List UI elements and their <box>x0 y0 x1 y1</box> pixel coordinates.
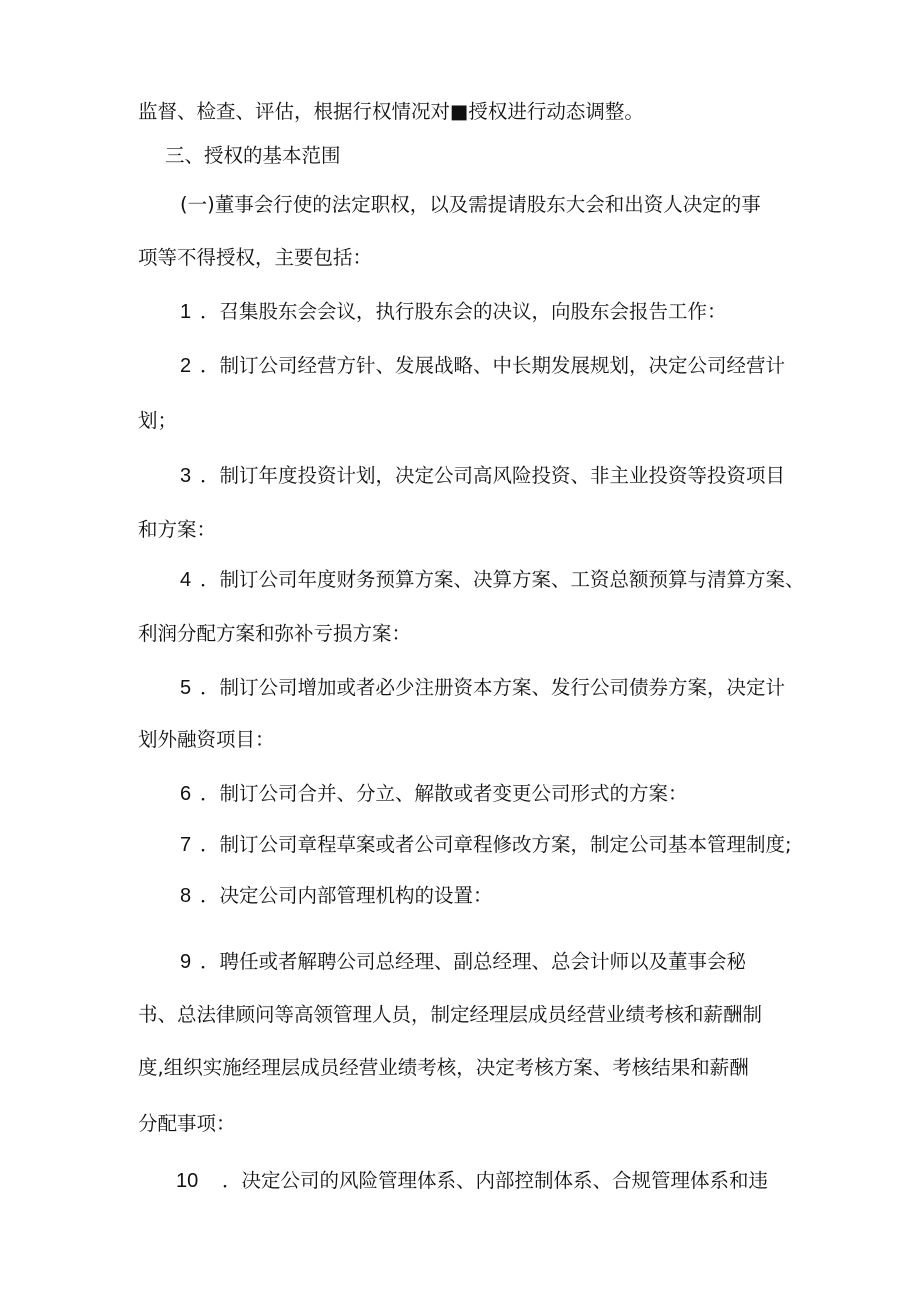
item-number: 4 <box>180 569 192 591</box>
section-heading: 三、授权的基本范围 <box>165 144 341 167</box>
list-item-line: 度,组织实施经理层成员经营业绩考核，决定考核方案、考核结果和薪酬 <box>138 1056 749 1079</box>
item-number: 5 <box>180 677 192 699</box>
item-number: 1 <box>180 301 192 323</box>
list-item-line: ．决定公司内部管理机构的设置： <box>200 884 493 907</box>
list-item-line: ．制订公司经营方针、发展战略、中长期发展规划，决定公司经营计 <box>200 354 786 377</box>
item-number: 6 <box>180 783 192 805</box>
item-number: 10 <box>176 1170 199 1192</box>
list-item-line: ．决定公司的风险管理体系、内部控制体系、合规管理体系和违 <box>222 1169 769 1192</box>
item-number: 3 <box>180 465 192 487</box>
paragraph-line: 监督、检查、评估，根据行权情况对■授权进行动态调整。 <box>138 100 644 123</box>
list-item-line: ．召集股东会会议，执行股东会的决议，向股东会报告工作： <box>200 300 727 323</box>
list-item-line: ．聘任或者解聘公司总经理、副总经理、总会计师以及董事会秘 <box>200 950 747 973</box>
list-item-line: ．制订公司合并、分立、解散或者变更公司形式的方案： <box>200 782 688 805</box>
item-number: 7 <box>180 834 192 856</box>
list-item-line: 划外融资项目： <box>138 728 275 751</box>
list-item-line: ．制订公司增加或者必少注册资本方案、发行公司债券方案，决定计 <box>200 676 786 699</box>
list-item-line: 书、总法律顾问等高领管理人员，制定经理层成员经营业绩考核和薪酬制 <box>138 1003 763 1026</box>
paragraph-line: 项等不得授权，主要包括： <box>138 246 373 269</box>
list-item-line: ．制订公司章程草案或者公司章程修改方案，制定公司基本管理制度; <box>200 833 792 856</box>
list-item-line: ．制订年度投资计划，决定公司高风险投资、非主业投资等投资项目 <box>200 464 786 487</box>
subsection-line: (一)董事会行使的法定职权，以及需提请股东大会和出资人决定的事 <box>180 193 761 216</box>
list-item-line: 和方案： <box>138 518 217 541</box>
item-number: 9 <box>180 951 192 973</box>
list-item-line: 分配事项： <box>138 1112 236 1135</box>
list-item-line: 划； <box>138 409 178 432</box>
item-number: 2 <box>180 355 192 377</box>
list-item-line: ．制订公司年度财务预算方案、决算方案、工资总额预算与清算方案、 <box>200 568 805 591</box>
list-item-line: 利润分配方案和弥补亏损方案： <box>138 622 412 645</box>
item-number: 8 <box>180 885 192 907</box>
